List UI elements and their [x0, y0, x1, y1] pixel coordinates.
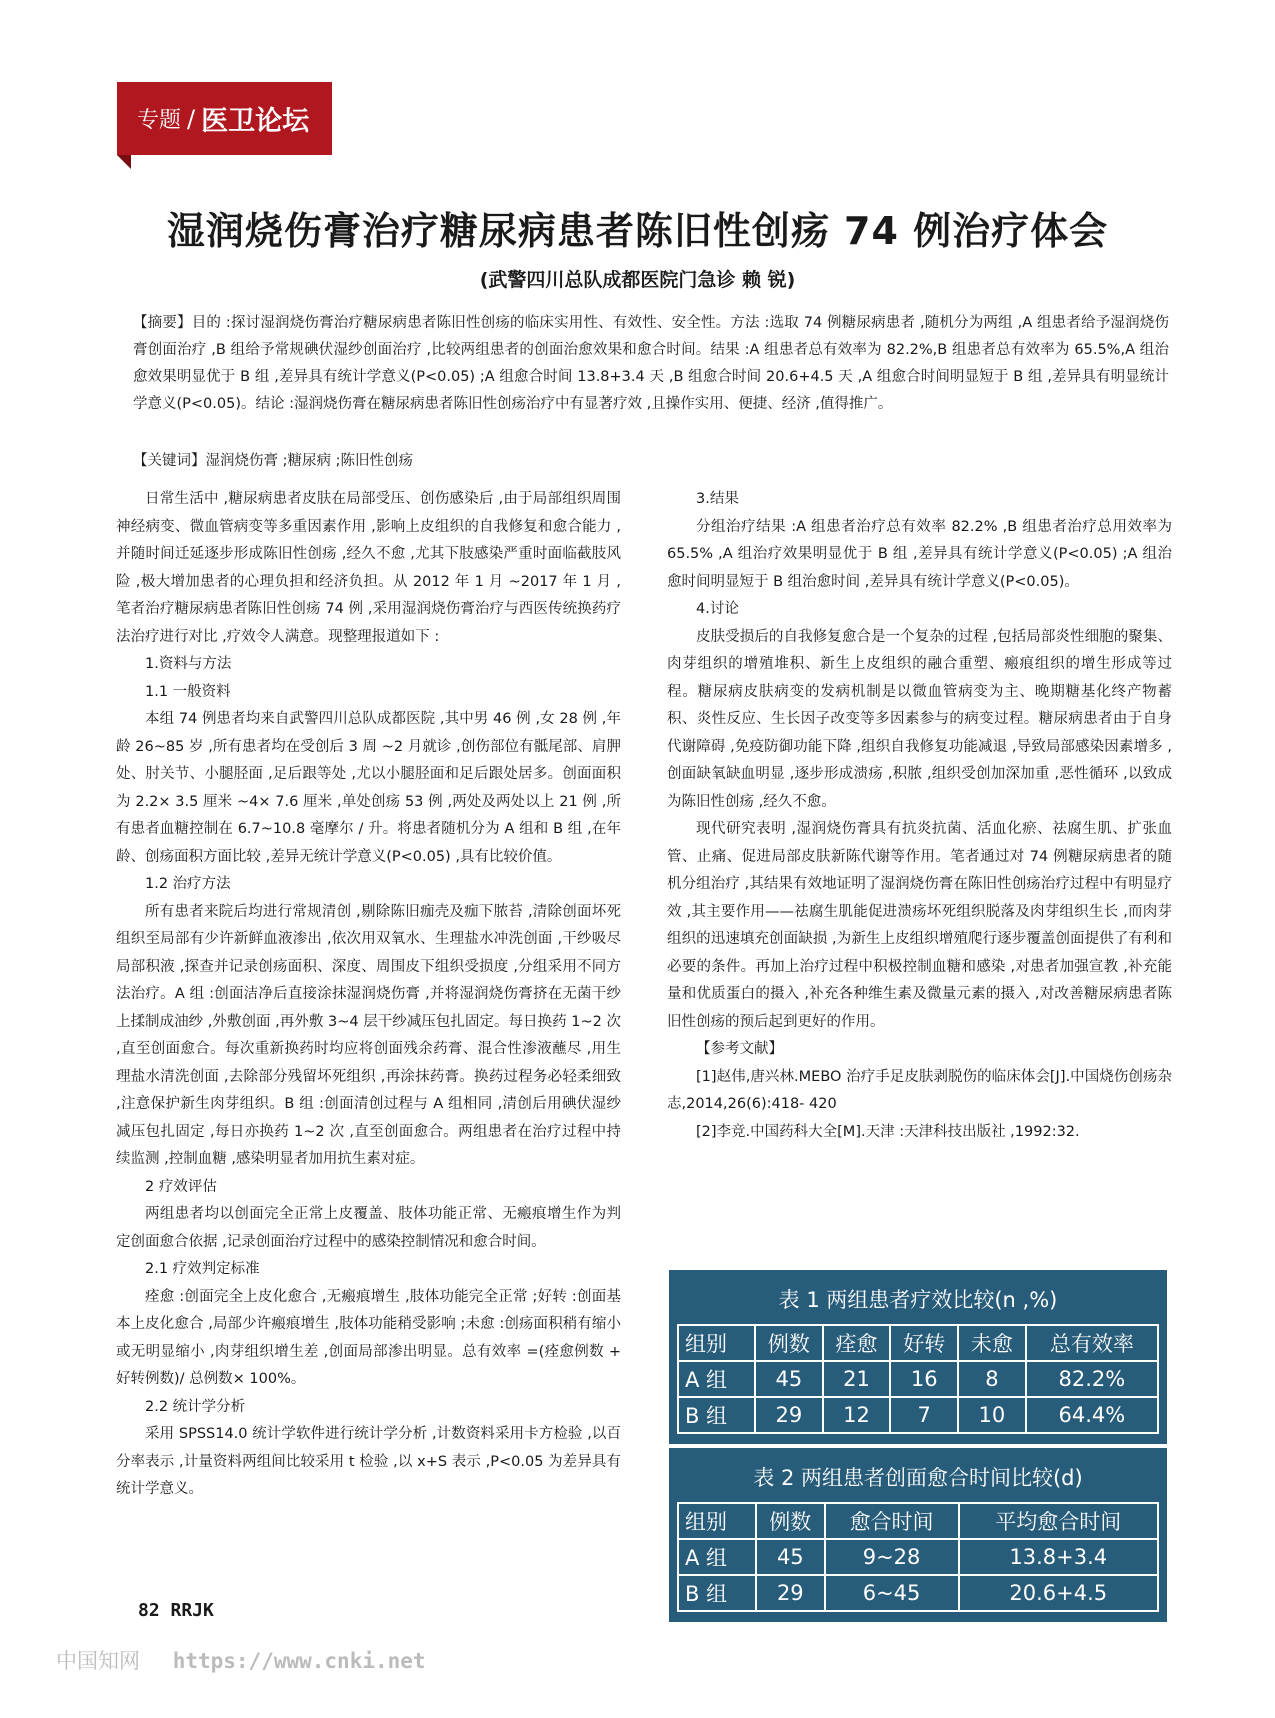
table-header-cell: 平均愈合时间	[959, 1503, 1158, 1539]
paragraph: 所有患者来院后均进行常规清创 ,剔除陈旧痂壳及痂下脓苔 ,清除创面坏死组织至局部有少许新鲜血液渗出 ,依次用双氧水、生理盐水冲洗创面 ,干纱吸尽局部积液 ,探查并记录创疡面积、深度、周围皮下组织受损度 ,分组采用不同方法治疗。A 组 :创面洁净后直接涂抹湿润烧伤膏 ,并将湿润烧伤膏挤在无菌干纱上揉制成油纱 ,外敷创面 ,再外敷 3~4 层干纱减压包扎固定。每日换药 1~2 次 ,直至创面愈合。每次重新换药时均应将创面残余药膏、混合性渗液蘸尽 ,用生理盐水清洗创面 ,去除部分残留坏死组织 ,再涂抹药膏。换药过程务必轻柔细致 ,注意保护新生肉芽组织。B 组 :创面清创过程与 A 组相同 ,清创后用碘伏湿纱减压包扎固定 ,每日亦换药 1~2 次 ,直至创面愈合。两组患者在治疗过程中持续监测 ,控制血糖 ,感染明显者加用抗生素对症。	[116, 903, 621, 1167]
table-cell: 8	[958, 1361, 1026, 1397]
table-cell: 16	[890, 1361, 958, 1397]
table-cell: 10	[958, 1397, 1026, 1433]
section-heading: 2 疗效评估	[145, 1178, 217, 1195]
table-header-row	[678, 1325, 1158, 1361]
abstract: 【摘要】目的 :探讨湿润烧伤膏治疗糖尿病患者陈旧性创疡的临床实用性、有效性、安全性。方法 :选取 74 例糖尿病患者 ,随机分为两组 ,A 组患者给予湿润烧伤膏创面治疗 ,B 组给予常规碘伏湿纱创面治疗 ,比较两组患者的创面治愈效果和愈合时间。结果 :A 组患者总有效率为 82.2%,B 组患者总有效率为 65.5%,A 组治愈效果明显优于 B 组 ,差异具有统计学意义(P<0.05) ;A 组愈合时间 13.8+3.4 天 ,B 组愈合时间 20.6+4.5 天 ,A 组愈合时间明显短于 B 组 ,差异具有明显统计学意义(P<0.05)。结论 :湿润烧伤膏在糖尿病患者陈旧性创疡治疗中有显著疗效 ,且操作实用、便捷、经济 ,值得推广。	[133, 315, 1169, 412]
article-title: 湿润烧伤膏治疗糖尿病患者陈旧性创疡 74 例治疗体会	[166, 209, 1109, 253]
table-row	[678, 1397, 1158, 1433]
table-cell: 7	[890, 1397, 958, 1433]
paragraph: 痊愈 :创面完全上皮化愈合 ,无瘢痕增生 ,肢体功能完全正常 ;好转 :创面基本上皮化愈合 ,局部少许瘢痕增生 ,肢体功能稍受影响 ;未愈 :创疡面积稍有缩小或无明显缩小 ,肉芽组织增生差 ,创面局部渗出明显。总有效率 =(痊愈例数 + 好转例数)/ 总例数× 100%。	[116, 1288, 621, 1387]
section-label: 专题	[137, 108, 182, 133]
table1-title: 表 1 两组患者疗效比较(n ,%)	[778, 1288, 1058, 1312]
table-header-row	[678, 1503, 1158, 1539]
table-cell: 64.4%	[1026, 1397, 1158, 1433]
intro-paragraph: 日常生活中 ,糖尿病患者皮肤在局部受压、创伤感染后 ,由于局部组织周围神经病变、微血管病变等多重因素作用 ,影响上皮组织的自我修复和愈合能力 ,并随时间迁延逐步形成陈旧性创疡 ,经久不愈 ,尤其下肢感染严重时面临截肢风险 ,极大增加患者的心理负担和经济负担。从 2012 年 1 月 ~2017 年 1 月 ,笔者治疗糖尿病患者陈旧性创疡 74 例 ,采用湿润烧伤膏治疗与西医传统换药疗法治疗进行对比 ,疗效令人满意。现整理报道如下 :	[116, 491, 621, 645]
right-column	[667, 486, 1172, 1146]
table-cell: 29	[755, 1397, 823, 1433]
table-cell: 13.8+3.4	[959, 1539, 1158, 1575]
article-author: (武警四川总队成都医院门急诊 赖 锐)	[479, 269, 796, 291]
reference-item: [1]赵伟,唐兴林.MEBO 治疗手足皮肤剥脱伤的临床体会[J].中国烧伤创疡杂志,2014,26(6):418- 420	[667, 1068, 1172, 1112]
table-header-cell: 愈合时间	[825, 1503, 959, 1539]
table-cell: B 组	[678, 1397, 755, 1433]
paragraph: 现代研究表明 ,湿润烧伤膏具有抗炎抗菌、活血化瘀、祛腐生肌、扩张血管、止痛、促进局部皮肤新陈代谢等作用。笔者通过对 74 例糖尿病患者的随机分组治疗 ,其结果有效地证明了湿润烧伤膏在陈旧性创疡治疗过程中有明显疗效 ,其主要作用——祛腐生肌能促进溃疡坏死组织脱落及肉芽组织生长 ,而肉芽组织的迅速填充创面缺损 ,为新生上皮组织增殖爬行逐步覆盖创面提供了有利和必要的条件。再加上治疗过程中积极控制血糖和感染 ,对患者加强宣教 ,补充能量和优质蛋白的摄入 ,补充各种维生素及微量元素的摄入 ,对改善糖尿病患者陈旧性创疡的预后起到更好的作用。	[667, 821, 1172, 1030]
table-header-cell: 组别	[678, 1325, 755, 1361]
table2-box	[669, 1448, 1167, 1622]
paragraph: 本组 74 例患者均来自武警四川总队成都医院 ,其中男 46 例 ,女 28 例 ,年龄 26~85 岁 ,所有患者均在受创后 3 周 ~2 月就诊 ,创伤部位有骶尾部、肩胛处、肘关节、小腿胫面 ,足后跟等处 ,尤以小腿胫面和足后跟处居多。创面面积为 2.2× 3.5 厘米 ~4× 7.6 厘米 ,单处创疡 53 例 ,两处及两处以上 21 例 ,所有患者血糖控制在 6.7~10.8 毫摩尔 / 升。将患者随机分为 A 组和 B 组 ,在年龄、创疡面积方面比较 ,差异无统计学意义(P<0.05) ,具有比较价值。	[116, 711, 621, 865]
table-cell: 21	[823, 1361, 891, 1397]
table2-title: 表 2 两组患者创面愈合时间比较(d)	[753, 1466, 1083, 1490]
reference-item: [2]李竞.中国药科大全[M].天津 :天津科技出版社 ,1992:32.	[696, 1123, 1080, 1140]
table2	[677, 1502, 1159, 1612]
table-header-cell: 例数	[756, 1503, 825, 1539]
references-heading: 【参考文献】	[696, 1041, 783, 1057]
keywords: 【关键词】湿润烧伤膏 ;糖尿病 ;陈旧性创疡	[133, 453, 413, 469]
watermark	[56, 1645, 426, 1675]
table-cell: 29	[756, 1575, 825, 1611]
table-cell: 6~45	[825, 1575, 959, 1611]
table-cell: A 组	[678, 1539, 756, 1575]
watermark-url: https://www.cnki.net	[172, 1649, 426, 1673]
table1-box	[669, 1270, 1167, 1444]
table-cell: 9~28	[825, 1539, 959, 1575]
table-header-cell: 好转	[890, 1325, 958, 1361]
table-row	[678, 1575, 1158, 1611]
table-cell: 82.2%	[1026, 1361, 1158, 1397]
table-row	[678, 1539, 1158, 1575]
banner-fold	[117, 155, 131, 169]
table-cell: 20.6+4.5	[959, 1575, 1158, 1611]
paragraph: 两组患者均以创面完全正常上皮覆盖、肢体功能正常、无瘢痕增生作为判定创面愈合依据 ,记录创面治疗过程中的感染控制情况和愈合时间。	[116, 1206, 621, 1250]
section-separator: /	[187, 104, 196, 133]
table-cell: A 组	[678, 1361, 755, 1397]
table-cell: B 组	[678, 1575, 756, 1611]
section-banner	[117, 82, 332, 155]
table-header-cell: 例数	[755, 1325, 823, 1361]
watermark-site: 中国知网	[56, 1649, 140, 1673]
table1	[677, 1324, 1159, 1434]
subsection-heading: 1.1 一般资料	[145, 683, 231, 700]
section-heading: 4.讨论	[696, 601, 739, 617]
subsection-heading: 2.1 疗效判定标准	[145, 1261, 260, 1277]
subsection-heading: 1.2 治疗方法	[145, 876, 231, 892]
paragraph: 皮肤受损后的自我修复愈合是一个复杂的过程 ,包括局部炎性细胞的聚集、肉芽组织的增殖堆积、新生上皮组织的融合重塑、瘢痕组织的增生形成等过程。糖尿病皮肤病变的发病机制是以微血管病变为主、晚期糖基化终产物蓄积、炎性反应、生长因子改变等多因素参与的病变过程。糖尿病患者由于自身代谢障碍 ,免疫防御功能下降 ,组织自我修复功能减退 ,导致局部感染因素增多 ,创面缺氧缺血明显 ,逐步形成溃疡 ,积脓 ,组织受创加深加重 ,恶性循环 ,以致成为陈旧性创疡 ,经久不愈。	[667, 628, 1172, 810]
table-cell: 12	[823, 1397, 891, 1433]
subsection-heading: 2.2 统计学分析	[145, 1398, 246, 1415]
table-header-cell: 痊愈	[823, 1325, 891, 1361]
table-row	[678, 1361, 1158, 1397]
left-column	[116, 486, 621, 1504]
paragraph: 分组治疗结果 :A 组患者治疗总有效率 82.2% ,B 组患者治疗总用效率为 65.5% ,A 组治疗效果明显优于 B 组 ,差异具有统计学意义(P<0.05) ;A 组治愈时间明显短于 B 组治愈时间 ,差异具有统计学意义(P<0.05)。	[667, 518, 1172, 590]
column-label: 医卫论坛	[201, 106, 310, 137]
table-header-cell: 未愈	[958, 1325, 1026, 1361]
table-cell: 45	[755, 1361, 823, 1397]
section-heading: 3.结果	[696, 491, 739, 507]
page-number: 82 RRJK	[138, 1600, 214, 1621]
table-cell: 45	[756, 1539, 825, 1575]
paragraph: 采用 SPSS14.0 统计学软件进行统计学分析 ,计数资料采用卡方检验 ,以百分率表示 ,计量资料两组间比较采用 t 检验 ,以 x+S 表示 ,P<0.05 为差异具有统计学意义。	[116, 1426, 621, 1497]
table-header-cell: 组别	[678, 1503, 756, 1539]
table-header-cell: 总有效率	[1026, 1325, 1158, 1361]
section-heading: 1.资料与方法	[145, 656, 232, 672]
